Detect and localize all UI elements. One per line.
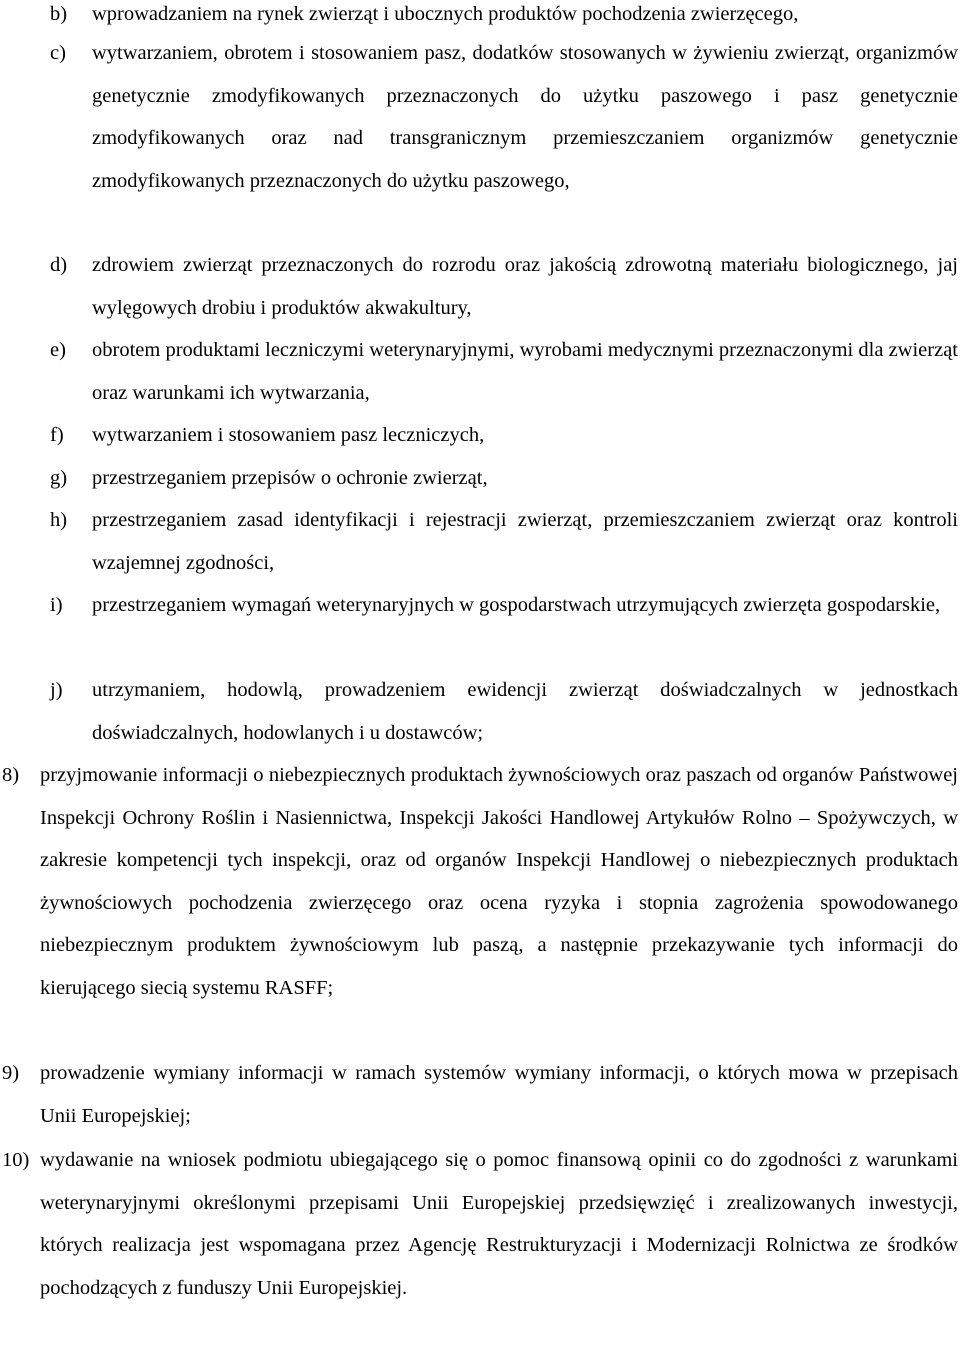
list-marker: g): [50, 467, 68, 489]
list-item-text: wytwarzaniem, obrotem i stosowaniem pasz, dodatków stosowanych w żywieniu zwierząt, organizmów genetycznie zmodyfikowanych przeznaczonych do użytku paszowego i pasz genetycznie zmodyfikowanych oraz nad transgranicznym przemieszczaniem organizmów genetycznie zmodyfikowanych przeznaczonych do użytku paszowego,: [92, 42, 958, 192]
list-marker: i): [50, 594, 63, 616]
list-marker: h): [50, 509, 68, 531]
list-item-text: wytwarzaniem i stosowaniem pasz leczniczych,: [92, 424, 485, 446]
list-marker: 9): [2, 1062, 20, 1084]
list-item-i: [50, 584, 958, 627]
list-item-text: wprowadzaniem na rynek zwierząt i ubocznych produktów pochodzenia zwierzęcego,: [92, 3, 799, 25]
list-item-j: [50, 669, 958, 754]
list-item-text: wydawanie na wniosek podmiotu ubiegającego się o pomoc finansową opinii co do zgodności z warunkami weterynaryjnymi określonymi przepisami Unii Europejskiej przedsięwzięć i zrealizowanych inwestycji, których realizacja jest wspomagana przez Agencję Restrukturyzacji i Modernizacji Rolnictwa ze środków pochodzących z funduszy Unii Europejskiej.: [40, 1149, 958, 1299]
list-item-e: [50, 329, 958, 414]
list-item-text: zdrowiem zwierząt przeznaczonych do rozrodu oraz jakością zdrowotną materiału biologicznego, jaj wylęgowych drobiu i produktów akwakultury,: [92, 254, 958, 319]
list-item-text: przestrzeganiem wymagań weterynaryjnych w gospodarstwach utrzymujących zwierzęta gospodarskie,: [92, 594, 941, 616]
list-item-text: przestrzeganiem przepisów o ochronie zwierząt,: [92, 467, 488, 489]
list-marker: b): [50, 3, 68, 25]
list-item-8: [2, 754, 958, 1010]
list-item-h: [50, 499, 958, 584]
list-item-g: [50, 457, 958, 500]
list-marker: c): [50, 42, 66, 64]
list-item-9: [2, 1052, 958, 1137]
list-marker: j): [50, 679, 63, 701]
list-marker: e): [50, 339, 66, 361]
list-marker: d): [50, 254, 68, 276]
list-item-10: [2, 1139, 958, 1309]
list-item-f: [50, 414, 958, 457]
list-item-text: obrotem produktami leczniczymi weterynaryjnymi, wyrobami medycznymi przeznaczonymi dla zwierząt oraz warunkami ich wytwarzania,: [92, 339, 958, 404]
list-marker: f): [50, 424, 64, 446]
list-item-text: przyjmowanie informacji o niebezpiecznych produktach żywnościowych oraz paszach od organów Państwowej Inspekcji Ochrony Roślin i Nasiennictwa, Inspekcji Jakości Handlowej Artykułów Rolno – Spożywczych, w zakresie kompetencji tych inspekcji, oraz od organów Inspekcji Handlowej o niebezpiecznych produktach żywnościowych pochodzenia zwierzęcego oraz ocena ryzyka i stopnia zagrożenia spowodowanego niebezpiecznym produktem żywnościowym lub paszą, a następnie przekazywanie tych informacji do kierującego siecią systemu RASFF;: [40, 764, 958, 999]
list-marker: 8): [2, 764, 20, 786]
list-item-text: prowadzenie wymiany informacji w ramach systemów wymiany informacji, o których mowa w przepisach Unii Europejskiej;: [40, 1062, 958, 1127]
list-item-c: [50, 32, 958, 202]
list-item-b: [50, 0, 958, 36]
list-item-text: przestrzeganiem zasad identyfikacji i rejestracji zwierząt, przemieszczaniem zwierząt oraz kontroli wzajemnej zgodności,: [92, 509, 958, 574]
list-marker: 10): [2, 1149, 30, 1171]
list-item-d: [50, 244, 958, 329]
list-item-text: utrzymaniem, hodowlą, prowadzeniem ewidencji zwierząt doświadczalnych w jednostkach doświadczalnych, hodowlanych i u dostawców;: [92, 679, 958, 744]
